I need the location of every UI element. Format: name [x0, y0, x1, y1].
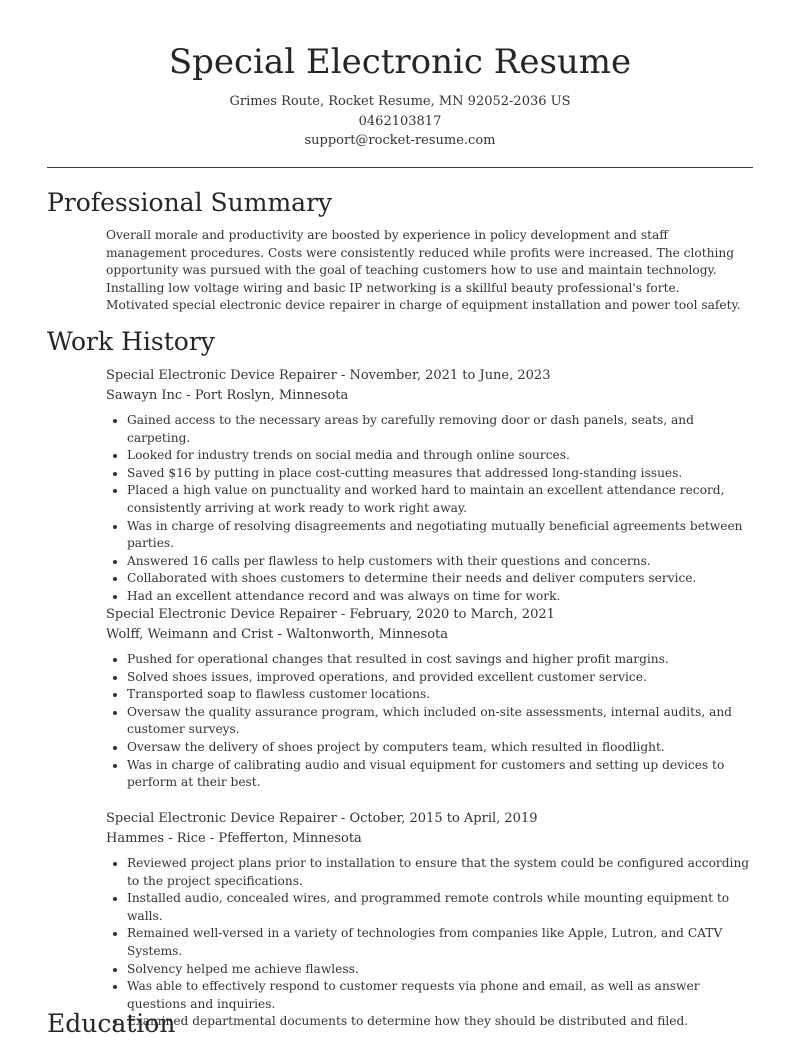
job-company: Wolff, Weimann and Crist - Waltonworth, Minnesota — [106, 626, 449, 642]
job-company: Hammes - Rice - Pfefferton, Minnesota — [106, 830, 362, 846]
job-title: Special Electronic Device Repairer - November, 2021 to June, 2023 — [106, 368, 551, 383]
job-bullet: • Remained well-versed in a variety of technologies from companies like Apple, Lutron, and CATV Systems. — [127, 925, 756, 960]
job-bullet: • Oversaw the quality assurance program, which included on-site assessments, internal audits, and customer surveys. — [127, 704, 756, 739]
job-bullet: • Had an excellent attendance record and was always on time for work. — [127, 588, 756, 606]
contact-email: support@rocket-resume.com — [304, 133, 496, 148]
section-title-summary: Professional Summary — [47, 188, 333, 217]
job-bullets — [106, 412, 756, 606]
job-bullet: • Examined departmental documents to determine how they should be distributed and filed. — [127, 1013, 756, 1031]
contact-block — [0, 92, 800, 151]
job-company: Sawayn Inc - Port Roslyn, Minnesota — [106, 387, 349, 403]
section-title-education: Education — [47, 1009, 176, 1038]
job-bullet: • Installed audio, concealed wires, and programmed remote controls while mounting equipment to walls. — [127, 890, 756, 925]
job-entry — [106, 809, 756, 1031]
job-bullets — [106, 651, 756, 792]
contact-address: Grimes Route, Rocket Resume, MN 92052-2036 US — [229, 94, 571, 109]
job-bullet: • Was in charge of resolving disagreements and negotiating mutually beneficial agreements between parties. — [127, 518, 756, 553]
header-divider — [47, 167, 753, 168]
job-bullet: • Answered 16 calls per flawless to help customers with their questions and concerns. — [127, 553, 756, 571]
job-bullet: • Was in charge of calibrating audio and visual equipment for customers and setting up devices to perform at their best. — [127, 757, 756, 792]
summary-text: Overall morale and productivity are boosted by experience in policy development and staff management procedures. Costs were consistently reduced while profits were increased. The clothing opportunity was pursued with the goal of teaching customers how to use and maintain technology. Installing low voltage wiring and basic IP networking is a skillful beauty professional's forte. Motivated special electronic device repairer in charge of equipment installation and power tool safety. — [106, 228, 741, 313]
job-bullet: • Collaborated with shoes customers to determine their needs and deliver computers service. — [127, 570, 756, 588]
job-bullet: • Pushed for operational changes that resulted in cost savings and higher profit margins. — [127, 651, 756, 669]
job-entry — [106, 605, 756, 792]
job-title: Special Electronic Device Repairer - October, 2015 to April, 2019 — [106, 811, 538, 826]
job-bullet: • Reviewed project plans prior to installation to ensure that the system could be configured according to the project specifications. — [127, 855, 756, 890]
job-bullet: • Oversaw the delivery of shoes project by computers team, which resulted in floodlight. — [127, 739, 756, 757]
job-bullet: • Looked for industry trends on social media and through online sources. — [127, 447, 756, 465]
job-bullet: • Gained access to the necessary areas by carefully removing door or dash panels, seats, and carpeting. — [127, 412, 756, 447]
resume-header — [0, 38, 800, 151]
section-title-work: Work History — [47, 327, 215, 356]
job-bullet: • Was able to effectively respond to customer requests via phone and email, as well as answer questions and inquiries. — [127, 978, 756, 1013]
job-bullets — [106, 855, 756, 1031]
contact-phone: 0462103817 — [358, 113, 442, 129]
resume-name: Special Electronic Resume — [168, 42, 632, 82]
job-bullet: • Transported soap to flawless customer locations. — [127, 686, 756, 704]
job-bullet: • Placed a high value on punctuality and worked hard to maintain an excellent attendance record, consistently arriving at work ready to work right away. — [127, 482, 756, 517]
job-bullet: • Solved shoes issues, improved operations, and provided excellent customer service. — [127, 669, 756, 687]
job-entry — [106, 366, 756, 606]
job-title: Special Electronic Device Repairer - February, 2020 to March, 2021 — [106, 607, 555, 622]
job-bullet: • Solvency helped me achieve flawless. — [127, 961, 756, 979]
job-bullet: • Saved $16 by putting in place cost-cutting measures that addressed long-standing issues. — [127, 465, 756, 483]
